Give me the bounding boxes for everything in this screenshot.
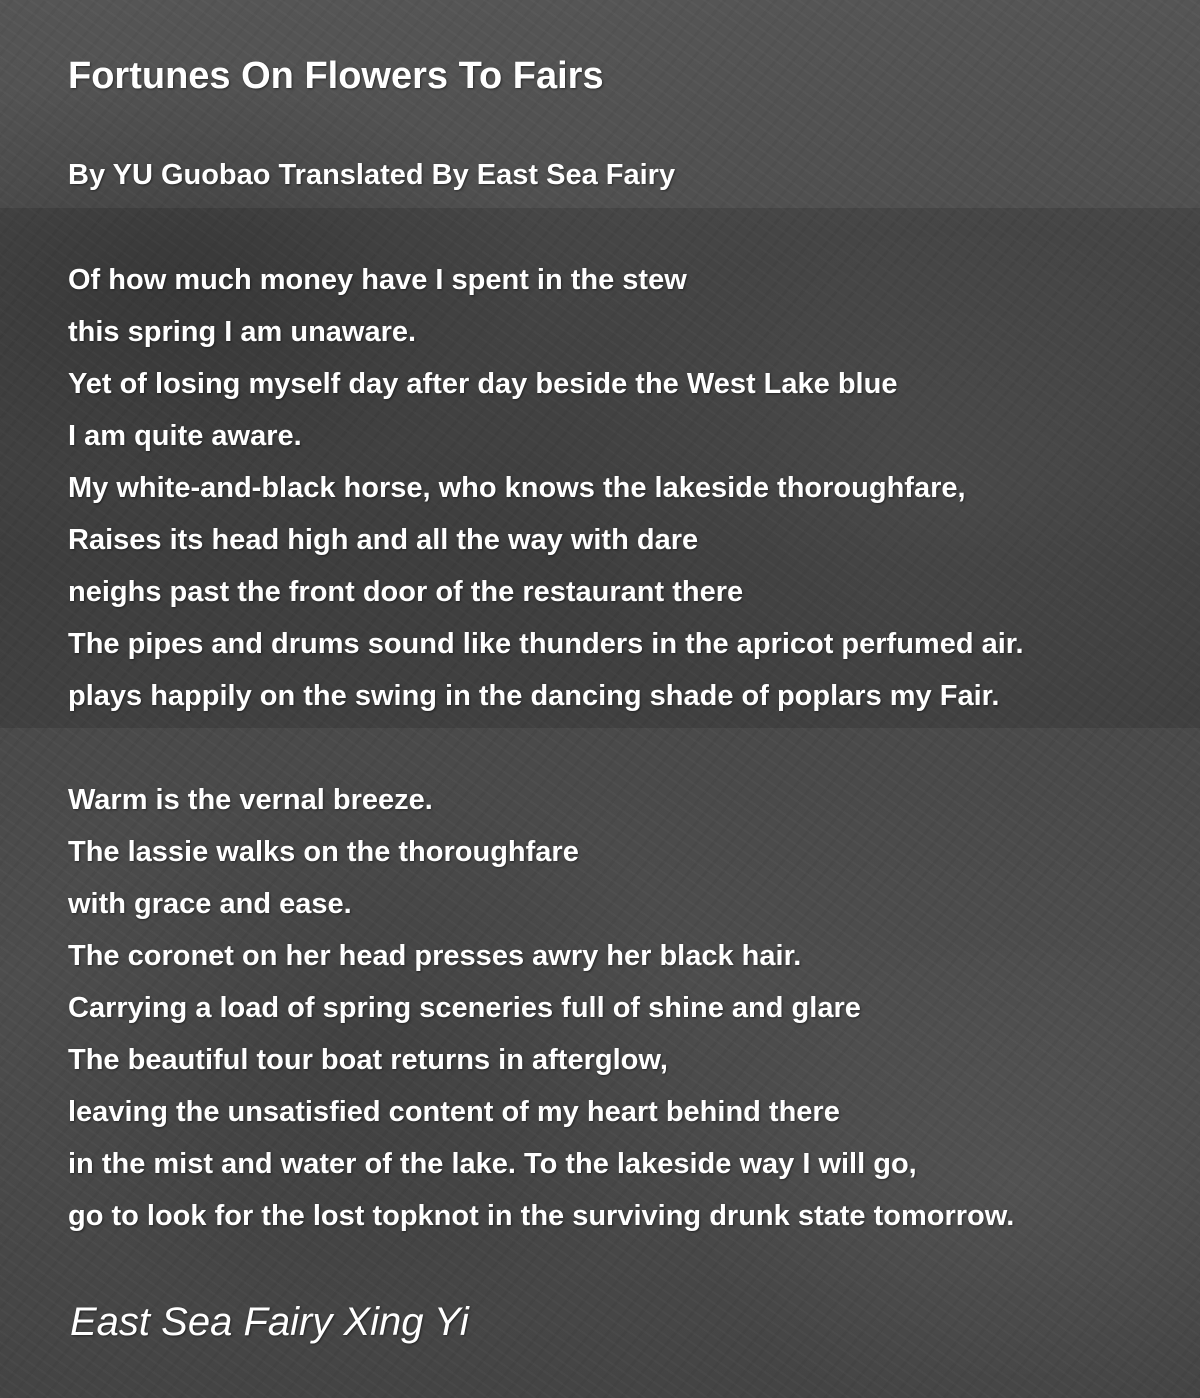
poem-line: this spring I am unaware. [68,316,417,348]
poem-signature: East Sea Fairy Xing Yi [70,1300,469,1344]
poem-line: My white-and-black horse, who knows the lakeside thoroughfare, [68,472,966,504]
poem-line: Yet of losing myself day after day beside the West Lake blue [68,368,898,400]
poem-line: with grace and ease. [68,888,352,920]
stanza-1 [68,254,1024,722]
poem-line: Of how much money have I spent in the stew [68,264,687,296]
poem-line: The pipes and drums sound like thunders in the apricot perfumed air. [68,628,1024,660]
poem-line: in the mist and water of the lake. To the lakeside way I will go, [68,1148,917,1180]
poem-byline: By YU Guobao Translated By East Sea Fairy [68,159,676,191]
poem-line: Raises its head high and all the way with dare [68,524,699,556]
poem-line: The lassie walks on the thoroughfare [68,836,579,868]
poem-line: go to look for the lost topknot in the surviving drunk state tomorrow. [68,1200,1015,1232]
poem-line: Carrying a load of spring sceneries full of shine and glare [68,992,861,1024]
poem-title: Fortunes On Flowers To Fairs [68,55,604,97]
poem-line: I am quite aware. [68,420,302,452]
stanza-2 [68,774,1014,1242]
poem-line: The coronet on her head presses awry her black hair. [68,940,802,972]
poem-line: The beautiful tour boat returns in afterglow, [68,1044,668,1076]
poem-line: plays happily on the swing in the dancing shade of poplars my Fair. [68,680,1000,712]
poem-line: neighs past the front door of the restaurant there [68,576,744,608]
poem-line: Warm is the vernal breeze. [68,784,433,816]
poem-line: leaving the unsatisfied content of my heart behind there [68,1096,840,1128]
